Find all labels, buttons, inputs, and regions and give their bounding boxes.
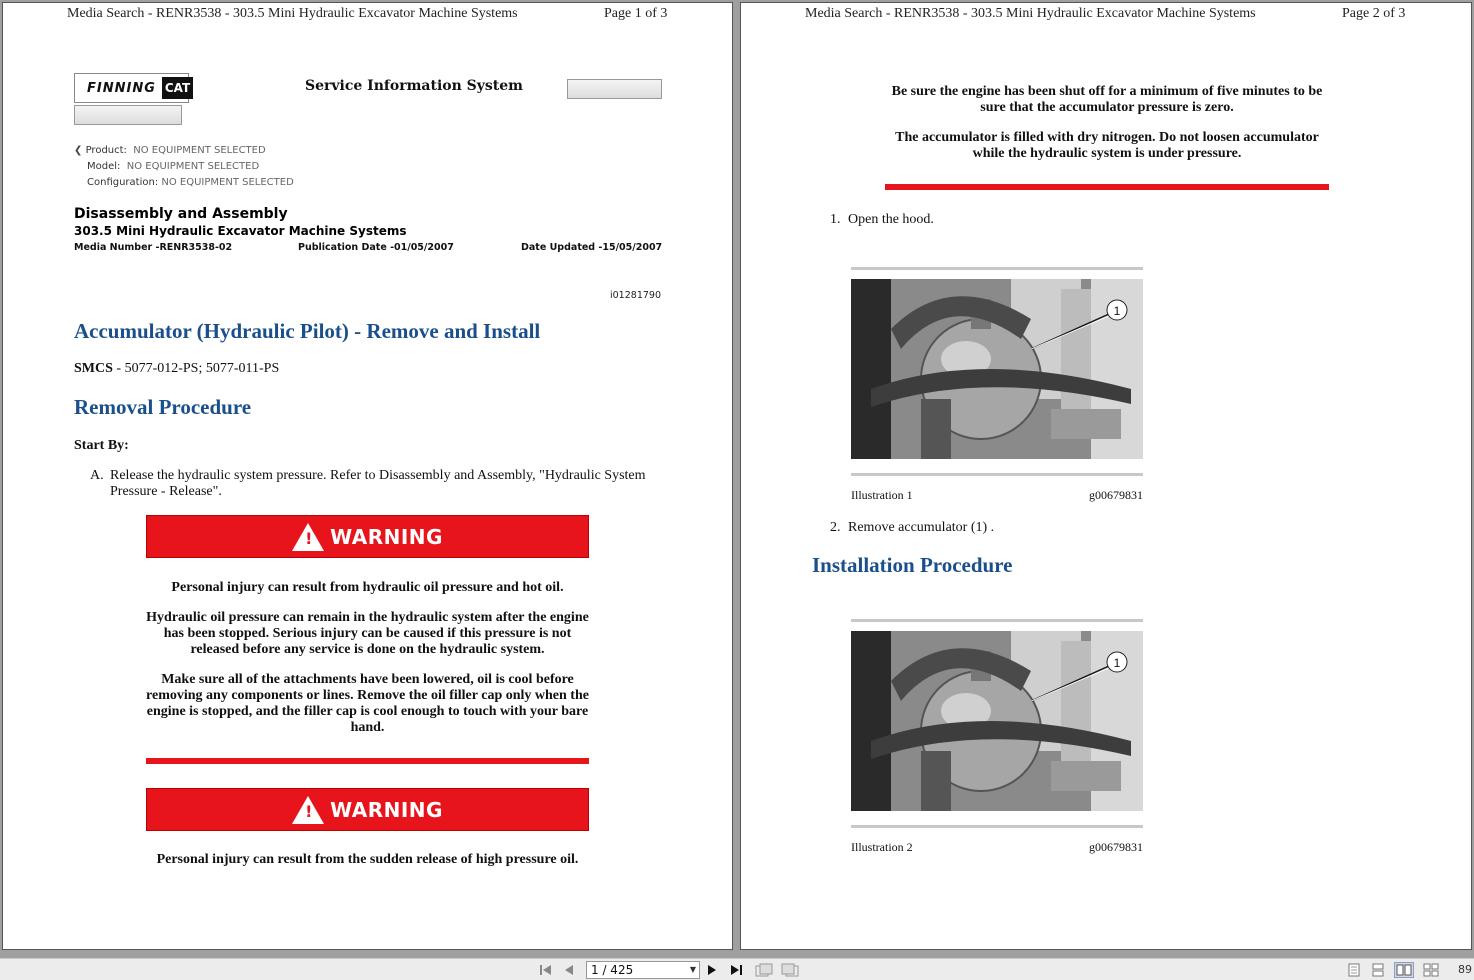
next-page-button[interactable] (705, 962, 719, 978)
warning-1-paragraph-2: Hydraulic oil pressure can remain in the hydraulic system after the engine has been stopped. Serious injury can be caused if this pressure is not released before any service is done on the hydraulic system. (146, 610, 589, 657)
last-page-button[interactable] (728, 962, 746, 978)
illustration-2-caption (851, 840, 1143, 855)
illustration-1-label: Illustration 1 (851, 488, 913, 502)
date-updated: Date Updated -15/05/2007 (521, 242, 663, 253)
viewer-toolbar (0, 958, 1474, 980)
page-header-title: Media Search - RENR3538 - 303.5 Mini Hydraulic Excavator Machine Systems (805, 6, 1256, 21)
previous-page-button[interactable] (562, 962, 576, 978)
step-1-text: Open the hood. (848, 212, 934, 227)
single-page-view-button[interactable] (1346, 962, 1362, 978)
warning-2-paragraph-1: Personal injury can result from the sudden release of high pressure oil. (156, 852, 579, 867)
last-page-icon (730, 964, 744, 976)
model-row (87, 161, 259, 172)
warning-1-paragraph-1: Personal injury can result from hydraulic oil pressure and hot oil. (171, 580, 564, 595)
reference-id: i01281790 (610, 290, 661, 301)
sis-search-box (567, 79, 662, 99)
accumulator-illustration (851, 631, 1143, 811)
logo-finning-text: FINNING (87, 80, 156, 96)
product-value: NO EQUIPMENT SELECTED (133, 145, 266, 156)
section-heading-installation: Installation Procedure (812, 553, 1013, 577)
illustration-1-id: g00679831 (1089, 488, 1143, 502)
warning-cont-paragraph-2: The accumulator is filled with dry nitrogen. Do not loosen accumulator while the hydraulic system is under pressure. (895, 130, 1319, 161)
pdf-page-1 (2, 2, 733, 950)
figure-top-rule (851, 267, 1143, 270)
page-title: Accumulator (Hydraulic Pilot) - Remove and Install (74, 319, 541, 343)
first-page-button[interactable] (538, 962, 554, 978)
dropdown-caret-icon: ▼ (689, 965, 696, 974)
zoom-level[interactable]: 89 (1458, 963, 1472, 976)
page-number-input[interactable] (586, 961, 700, 979)
sis-nav-box (74, 105, 182, 125)
next-page-icon (707, 964, 717, 976)
step-1-marker: 1. (830, 212, 841, 227)
illustration-2-label: Illustration 2 (851, 840, 913, 854)
model-value: NO EQUIPMENT SELECTED (126, 161, 260, 172)
media-number: Media Number -RENR3538-02 (74, 242, 233, 253)
publication-date: Publication Date -01/05/2007 (298, 242, 454, 253)
sis-title: Service Information System (305, 78, 523, 94)
accumulator-photo-1 (851, 279, 1143, 459)
first-page-icon (539, 964, 553, 976)
section-heading-removal: Removal Procedure (74, 395, 252, 419)
facing-pages-view-button[interactable] (1394, 962, 1414, 978)
configuration-row (87, 177, 294, 188)
page-number-value: 1 / 425 (591, 963, 634, 977)
warning-end-rule (885, 184, 1329, 190)
illustration-1-caption (851, 488, 1143, 503)
page-number: Page 2 of 3 (1342, 6, 1406, 21)
page-number: Page 1 of 3 (604, 6, 668, 21)
warning-label: WARNING (330, 797, 443, 822)
callout-1-label: 1 (1113, 656, 1121, 670)
smcs-line (74, 361, 279, 377)
next-view-button[interactable] (780, 962, 800, 978)
previous-view-button[interactable] (754, 962, 774, 978)
warning-triangle-icon: ! (292, 523, 324, 551)
configuration-value: NO EQUIPMENT SELECTED (161, 177, 294, 188)
warning-banner-2 (146, 788, 589, 831)
continuous-facing-icon (1423, 963, 1439, 977)
start-by-label: Start By: (74, 438, 129, 453)
single-page-icon (1348, 963, 1360, 977)
smcs-value: - 5077-012-PS; 5077-011-PS (112, 361, 280, 376)
step-2-marker: 2. (830, 520, 841, 535)
continuous-view-button[interactable] (1370, 962, 1386, 978)
figure-top-rule (851, 619, 1143, 622)
previous-view-icon (755, 963, 773, 977)
callout-1-label: 1 (1113, 304, 1121, 318)
document-category: Disassembly and Assembly (74, 206, 288, 222)
warning-triangle-icon: ! (292, 796, 324, 824)
finning-cat-logo (74, 73, 189, 103)
smcs-label: SMCS (74, 361, 113, 376)
step-a-marker: A. (90, 468, 104, 483)
facing-pages-icon (1396, 964, 1412, 976)
continuous-page-icon (1372, 963, 1384, 977)
page-header-title: Media Search - RENR3538 - 303.5 Mini Hydraulic Excavator Machine Systems (67, 6, 518, 21)
logo-cat-text: CAT (162, 77, 193, 99)
product-label: Product: (85, 145, 127, 156)
warning-banner-1 (146, 515, 589, 558)
warning-end-rule (146, 758, 589, 764)
document-subtitle: 303.5 Mini Hydraulic Excavator Machine Systems (74, 224, 407, 238)
model-label: Model: (87, 161, 121, 172)
product-row (74, 145, 266, 156)
figure-bottom-rule (851, 473, 1143, 476)
illustration-2-id: g00679831 (1089, 840, 1143, 854)
warning-cont-paragraph-1: Be sure the engine has been shut off for a minimum of five minutes to be sure that the accumulator pressure is zero. (891, 84, 1323, 115)
next-view-icon (781, 963, 799, 977)
previous-page-icon (564, 964, 574, 976)
accumulator-photo-2 (851, 631, 1143, 811)
warning-1-paragraph-3: Make sure all of the attachments have been lowered, oil is cool before removing any components or lines. Remove the oil filler cap only when the engine is stopped, and the filler cap is cool enough to touch with your bare hand. (146, 672, 589, 735)
configuration-label: Configuration: (87, 177, 159, 188)
continuous-facing-view-button[interactable] (1422, 962, 1440, 978)
step-a-text: Release the hydraulic system pressure. Refer to Disassembly and Assembly, "Hydraulic System Pressure - Release". (110, 468, 646, 499)
accumulator-illustration (851, 279, 1143, 459)
back-arrow-icon: ❮ (74, 145, 83, 156)
step-2-text: Remove accumulator (1) . (848, 520, 995, 535)
figure-bottom-rule (851, 825, 1143, 828)
pdf-page-2 (740, 2, 1472, 950)
warning-label: WARNING (330, 524, 443, 549)
